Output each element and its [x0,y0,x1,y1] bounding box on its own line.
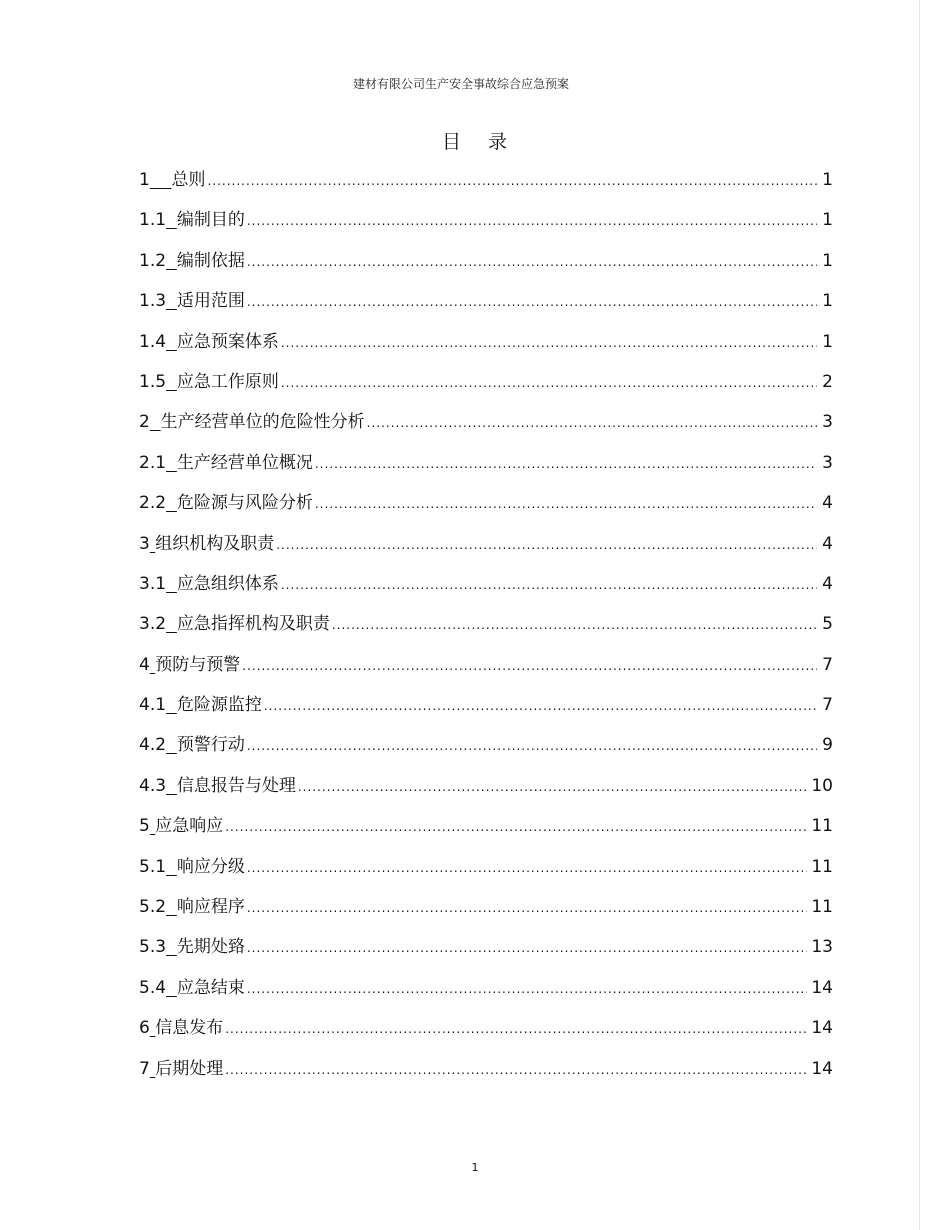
toc-entry-link[interactable] [139,651,240,679]
toc-leader-dots [242,652,817,680]
toc-entry[interactable] [139,853,839,893]
toc-entry-link[interactable] [139,206,245,234]
toc-entry-title: 后期处理 [155,1058,224,1079]
toc-leader-dots [332,611,817,639]
toc-leader-dots [225,813,807,841]
toc-entry-number: 1.2 [139,250,167,271]
toc-entry-page: 1 [822,170,833,190]
toc-leader-dots [281,329,817,357]
toc-entry-page: 10 [811,775,833,796]
toc-entry-link[interactable] [139,974,245,1002]
toc-entry[interactable] [139,691,839,731]
toc-leader-dots [247,288,817,316]
toc-entry-title: 应急指挥机构及职责 [176,614,330,635]
toc-entry-title: 应急响应 [155,816,224,837]
toc-entry-title: 编制目的 [176,210,245,231]
toc-entry[interactable] [139,812,839,852]
toc-leader-dots [225,1056,807,1084]
toc-entry-separator [166,937,177,957]
toc-entry-number: 7 [139,1058,150,1079]
toc-entry-page: 5 [822,614,833,635]
toc-entry-title: 应急工作原则 [176,371,279,392]
toc-leader-dots [367,409,817,437]
toc-entry-number: 4.2 [139,735,167,756]
toc-entry-link[interactable] [139,1055,223,1083]
toc-entry-page: 4 [822,533,833,554]
toc-entry-page: 1 [822,250,833,271]
toc-entry-number: 5 [139,816,150,837]
toc-entry-title: 预警行动 [176,735,245,756]
toc-entry-link[interactable] [139,287,245,315]
toc-entry-link[interactable] [139,853,245,881]
toc-entry-title: 应急结束 [176,977,245,998]
toc-entry-number: 1.3 [139,291,167,312]
toc-entry-separator [166,978,177,998]
toc-leader-dots [247,894,808,922]
toc-entry[interactable] [139,449,839,489]
toc-entry-page: 9 [822,735,833,756]
toc-entry[interactable] [139,368,839,408]
page-number: 1 [471,1161,479,1174]
toc-entry-title: 生产经营单位概况 [176,452,313,473]
toc-entry-number: 5.1 [139,856,167,877]
toc-leader-dots [298,773,808,801]
toc-leader-dots [247,207,817,235]
toc-entry[interactable] [139,530,839,570]
toc-leader-dots [264,692,817,720]
toc-entry-link[interactable] [139,489,313,517]
toc-entry-link[interactable] [139,166,205,194]
toc-entry-number: 5.4 [139,977,167,998]
toc-leader-dots [315,490,817,518]
toc-entry-title: 信息报告与处理 [176,775,296,796]
toc-leader-dots [225,1015,807,1043]
toc-title [0,127,950,154]
toc-entry-title: 响应程序 [176,897,245,918]
toc-entry[interactable] [139,570,839,610]
toc-entry-separator [166,614,177,634]
toc-entry-title: 信息发布 [155,1018,224,1039]
toc-entry-number: 2.2 [139,493,167,514]
toc-entry-number: 2.1 [139,452,167,473]
toc-entry-page: 14 [811,1018,833,1039]
toc-leader-dots [247,854,808,882]
toc-entry-separator [166,776,177,796]
toc-title-left: 目 [441,131,462,153]
toc-entry-page: 11 [811,897,833,918]
toc-entry-separator [166,493,177,513]
toc-entry-link[interactable] [139,933,245,961]
toc-entry[interactable] [139,166,839,206]
toc-entry-link[interactable] [139,731,245,759]
toc-entry-link[interactable] [139,1014,223,1042]
toc-entry-title: 生产经营单位的危险性分析 [160,412,365,433]
toc-entry[interactable] [139,1014,839,1054]
toc-entry[interactable] [139,610,839,650]
toc-entry-separator [166,332,177,352]
toc-entry-number: 3.1 [139,573,167,594]
toc-entry[interactable] [139,408,839,448]
toc-entry-page: 13 [811,937,833,958]
toc-entry-link[interactable] [139,570,279,598]
toc-entry-link[interactable] [139,408,365,436]
toc-entry-page: 11 [811,856,833,877]
toc-entry-number: 4.3 [139,775,167,796]
toc-entry-title: 预防与预警 [155,654,241,675]
toc-entry-title: 总则 [171,170,206,190]
toc-leader-dots [315,450,817,478]
toc-entry-title: 响应分级 [176,856,245,877]
toc-entry[interactable] [139,1055,839,1095]
toc-entry-title: 危险源与风险分析 [176,493,313,514]
toc-entry-number: 1.4 [139,331,167,352]
toc-leader-dots [247,934,808,962]
toc-entry-title: 编制依据 [176,250,245,271]
toc-list [139,166,839,1095]
toc-entry[interactable] [139,974,839,1014]
toc-entry[interactable] [139,287,839,327]
toc-entry-separator [166,735,177,755]
toc-leader-dots [247,975,808,1003]
toc-entry-separator [150,170,172,190]
toc-leader-dots [281,571,817,599]
toc-entry-title: 先期处臵 [176,937,245,958]
toc-entry-page: 11 [811,816,833,837]
toc-entry-number: 1.5 [139,371,167,392]
toc-entry-page: 1 [822,331,833,352]
toc-entry-number: 3 [139,533,150,554]
toc-entry-separator [166,372,177,392]
toc-entry-page: 4 [822,573,833,594]
toc-entry-title: 应急组织体系 [176,573,279,594]
toc-entry-number: 1.1 [139,210,167,231]
toc-leader-dots [247,248,817,276]
toc-entry[interactable] [139,489,839,529]
toc-entry-number: 6 [139,1018,150,1039]
toc-entry-separator [166,695,177,715]
toc-entry-separator [166,210,177,230]
toc-entry-title: 应急预案体系 [176,331,279,352]
toc-entry-separator [166,574,177,594]
toc-entry-link[interactable] [139,893,245,921]
toc-entry[interactable] [139,328,839,368]
toc-entry-page: 3 [822,452,833,473]
toc-entry-title: 适用范围 [176,291,245,312]
toc-entry-separator [166,453,177,473]
toc-entry-link[interactable] [139,610,330,638]
toc-entry[interactable] [139,206,839,246]
toc-entry-link[interactable] [139,328,279,356]
toc-entry-number: 5.3 [139,937,167,958]
toc-entry-separator [166,251,177,271]
toc-entry-number: 1 [139,170,150,190]
toc-entry[interactable] [139,933,839,973]
toc-entry-page: 1 [822,210,833,231]
toc-entry-link[interactable] [139,530,274,558]
toc-entry-page: 7 [822,695,833,716]
toc-entry[interactable] [139,651,839,691]
toc-entry-page: 7 [822,654,833,675]
toc-entry-link[interactable] [139,772,296,800]
toc-entry-link[interactable] [139,368,279,396]
toc-entry[interactable] [139,772,839,812]
toc-entry-number: 5.2 [139,897,167,918]
toc-entry-link[interactable] [139,691,262,719]
toc-entry-page: 14 [811,977,833,998]
toc-entry-separator [166,291,177,311]
toc-entry-title: 组织机构及职责 [155,533,275,554]
toc-leader-dots [281,369,817,397]
toc-entry-link[interactable] [139,449,313,477]
toc-leader-dots [276,531,817,559]
toc-entry-link[interactable] [139,812,223,840]
toc-entry-separator [166,897,177,917]
toc-leader-dots [247,732,817,760]
toc-entry-number: 3.2 [139,614,167,635]
toc-entry-page: 14 [811,1058,833,1079]
toc-entry-link[interactable] [139,247,245,275]
toc-entry-page: 3 [822,412,833,433]
toc-entry-number: 4 [139,654,150,675]
toc-leader-dots [207,167,817,195]
toc-entry-number: 4.1 [139,695,167,716]
running-header: 建材有限公司生产安全事故综合应急预案 [352,77,569,91]
toc-title-right: 录 [488,131,509,153]
toc-entry-separator [166,857,177,877]
toc-entry-page: 4 [822,493,833,514]
toc-entry[interactable] [139,731,839,771]
toc-entry-page: 1 [822,291,833,312]
toc-entry[interactable] [139,247,839,287]
toc-entry[interactable] [139,893,839,933]
toc-entry-separator [150,412,161,432]
toc-entry-number: 2 [139,412,150,433]
page-edge [919,0,920,1230]
toc-entry-title: 危险源监控 [176,695,262,716]
toc-entry-page: 2 [822,371,833,392]
